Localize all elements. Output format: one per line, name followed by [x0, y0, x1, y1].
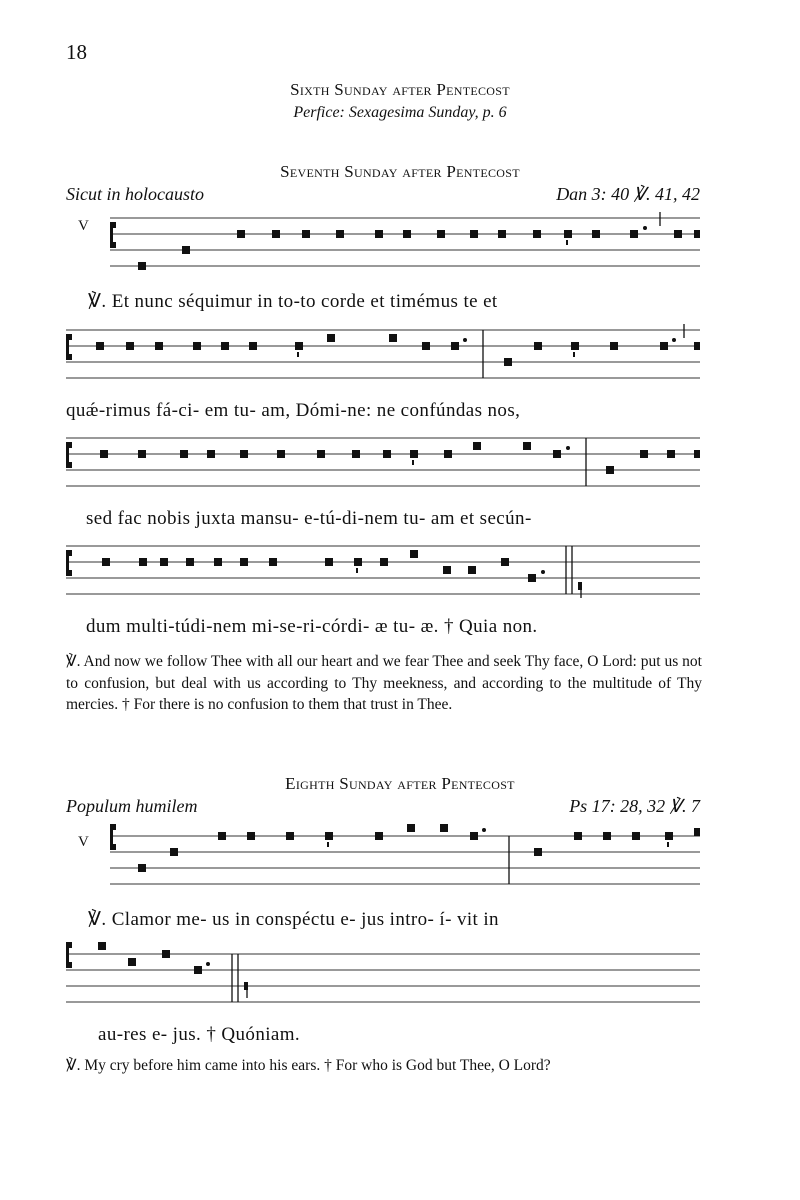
section-title-eighth: Eighth Sunday after Pentecost [285, 774, 515, 793]
page-number: 18 [66, 40, 87, 64]
lyric-line-1: ℣. Et nunc séquimur in to-to corde et timémus te et [88, 291, 498, 312]
staff-5 [110, 824, 700, 884]
staff-2 [66, 324, 700, 378]
incipit-eighth: Populum humilem [66, 796, 198, 816]
section-title-sixth: Sixth Sunday after Pentecost [290, 80, 510, 99]
translation-seventh: ℣. And now we follow Thee with all our heart and we fear Thee and seek Thy face, O Lord: put us not to confusion, but deal with us according to Thy meekness, and according to the multitude of Thy mercies. † For there is no confusion to them that trust in Thee. [66, 653, 702, 713]
mode-initial-seventh: V [78, 218, 89, 234]
lyric-line-3: sed fac nobis juxta mansu- e-tú-di-nem tu- am et secún- [86, 508, 532, 529]
lyric-line-5: ℣. Clamor me- us in conspéctu e- jus intro- í- vit in [88, 909, 499, 930]
reference-eighth: Ps 17: 28, 32 ℣. 7 [569, 796, 700, 816]
section-note-sixth: Perfice: Sexagesima Sunday, p. 6 [293, 104, 507, 121]
section-title-seventh: Seventh Sunday after Pentecost [280, 162, 520, 181]
lyric-line-6: au-res e- jus. † Quóniam. [98, 1024, 301, 1045]
staff-3 [66, 438, 700, 486]
lyric-line-2: quǽ-rimus fá-ci- em tu- am, Dómi-ne: ne confúndas nos, [66, 400, 521, 421]
staff-1 [110, 212, 700, 270]
staff-6 [66, 942, 700, 1002]
incipit-seventh: Sicut in holocausto [66, 184, 204, 204]
reference-seventh: Dan 3: 40 ℣. 41, 42 [556, 184, 700, 204]
mode-initial-eighth: V [78, 834, 89, 850]
staff-4 [66, 546, 700, 598]
translation-eighth: ℣. My cry before him came into his ears. † For who is God but Thee, O Lord? [66, 1057, 551, 1074]
lyric-line-4: dum multi-túdi-nem mi-se-ri-córdi- æ tu- æ. † Quia non. [86, 616, 538, 637]
